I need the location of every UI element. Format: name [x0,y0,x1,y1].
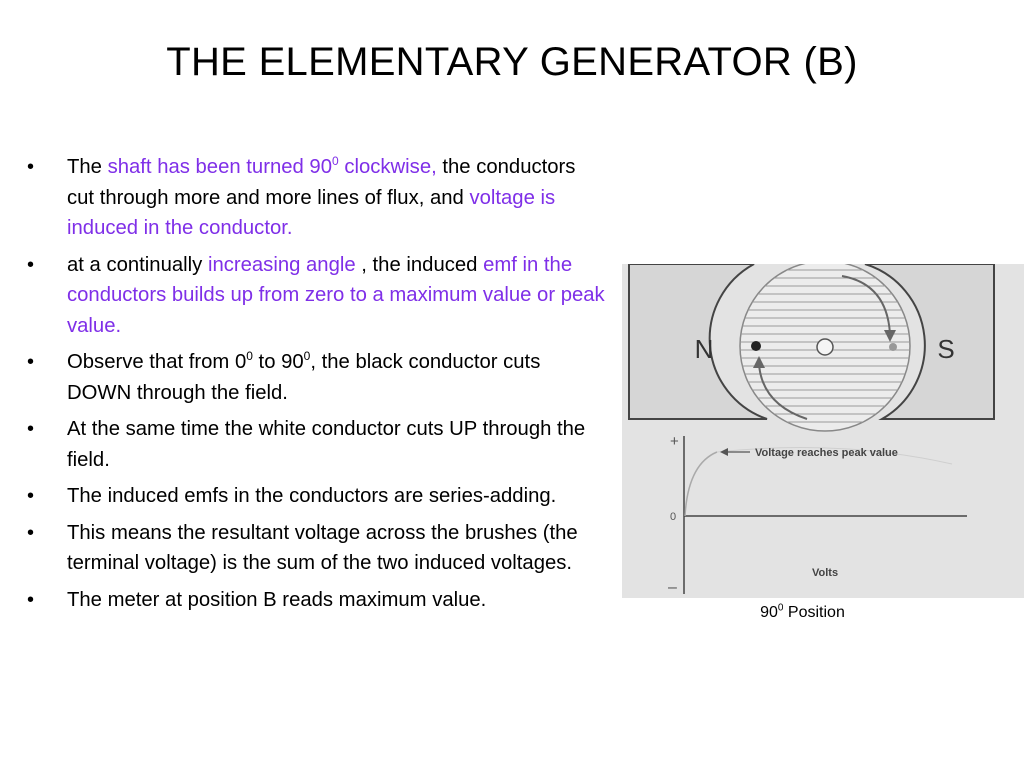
figure-caption [700,604,905,622]
bullet-dot-icon: • [27,485,35,507]
black-conductor [751,341,761,351]
pole-label-n: N [694,334,714,364]
bullet-text-segment: , the induced [355,253,484,276]
bullet-item [27,152,607,244]
generator-diagram [622,264,1024,598]
axis-minus-label: – [668,579,677,596]
volts-axis-label: Volts [812,567,839,579]
bullet-dot-icon: • [27,156,35,178]
bullet-item [27,481,607,512]
bullet-text-segment: The induced emfs in the conductors are series-adding. [67,485,557,507]
bullet-item [27,250,607,342]
bullet-item [27,414,607,475]
bullet-text-segment: The [67,156,108,178]
bullet-dot-icon: • [27,351,35,373]
bullet-text-segment: This means the resultant voltage across the brushes (the terminal voltage) is the sum of the two induced voltages. [67,521,578,574]
bullet-superscript: 0 [246,349,253,364]
bullet-dot-icon: • [27,588,35,611]
bullet-dot-icon: • [27,418,35,440]
bullet-text-segment: increasing angle [207,253,356,276]
bullet-text-segment: at a continually [67,253,208,276]
bullet-text-segment: clockwise, [338,156,437,178]
bullet-text-segment: emf in the conductors builds up from zero to a maximum value or peak value. [67,253,605,337]
bullet-superscript: 0 [303,349,311,364]
bullet-text-segment: The meter at position B reads maximum value. [67,588,487,611]
white-conductor [889,343,897,351]
bullet-text-segment: voltage is induced in the conductor. [67,186,556,239]
bullet-list [27,152,607,621]
bullet-text-segment: , the black conductor cuts DOWN through the field. [67,351,541,404]
bullet-text-segment: At the same time the white conductor cuts UP through the field. [67,418,586,471]
annotation-arrow-head [720,448,728,456]
bullet-item [27,585,607,616]
bullet-text-segment: the conductors cut through more and more lines of flux, and [67,156,576,209]
pole-label-s: S [937,334,955,364]
caption-suffix: Position [783,604,845,621]
generator-figure [622,264,1024,598]
shaft-center [817,339,833,355]
axis-plus-label: + [670,433,679,450]
bullet-superscript: 0 [332,154,339,169]
bullet-text-segment: to 90 [252,351,304,373]
bullet-dot-icon: • [27,521,35,544]
bullet-item [27,347,607,408]
caption-angle: 90 [760,604,778,621]
peak-annotation: Voltage reaches peak value [755,447,898,459]
bullet-text-segment: Observe that from 0 [67,351,247,373]
bullet-item [27,518,607,579]
bullet-text-segment: shaft has been turned 90 [107,156,332,178]
axis-zero-label: 0 [670,511,677,523]
voltage-curve [685,452,717,516]
bullet-dot-icon: • [27,253,35,276]
slide-title: THE ELEMENTARY GENERATOR (B) [166,40,858,84]
caption-degree: 0 [777,602,784,614]
